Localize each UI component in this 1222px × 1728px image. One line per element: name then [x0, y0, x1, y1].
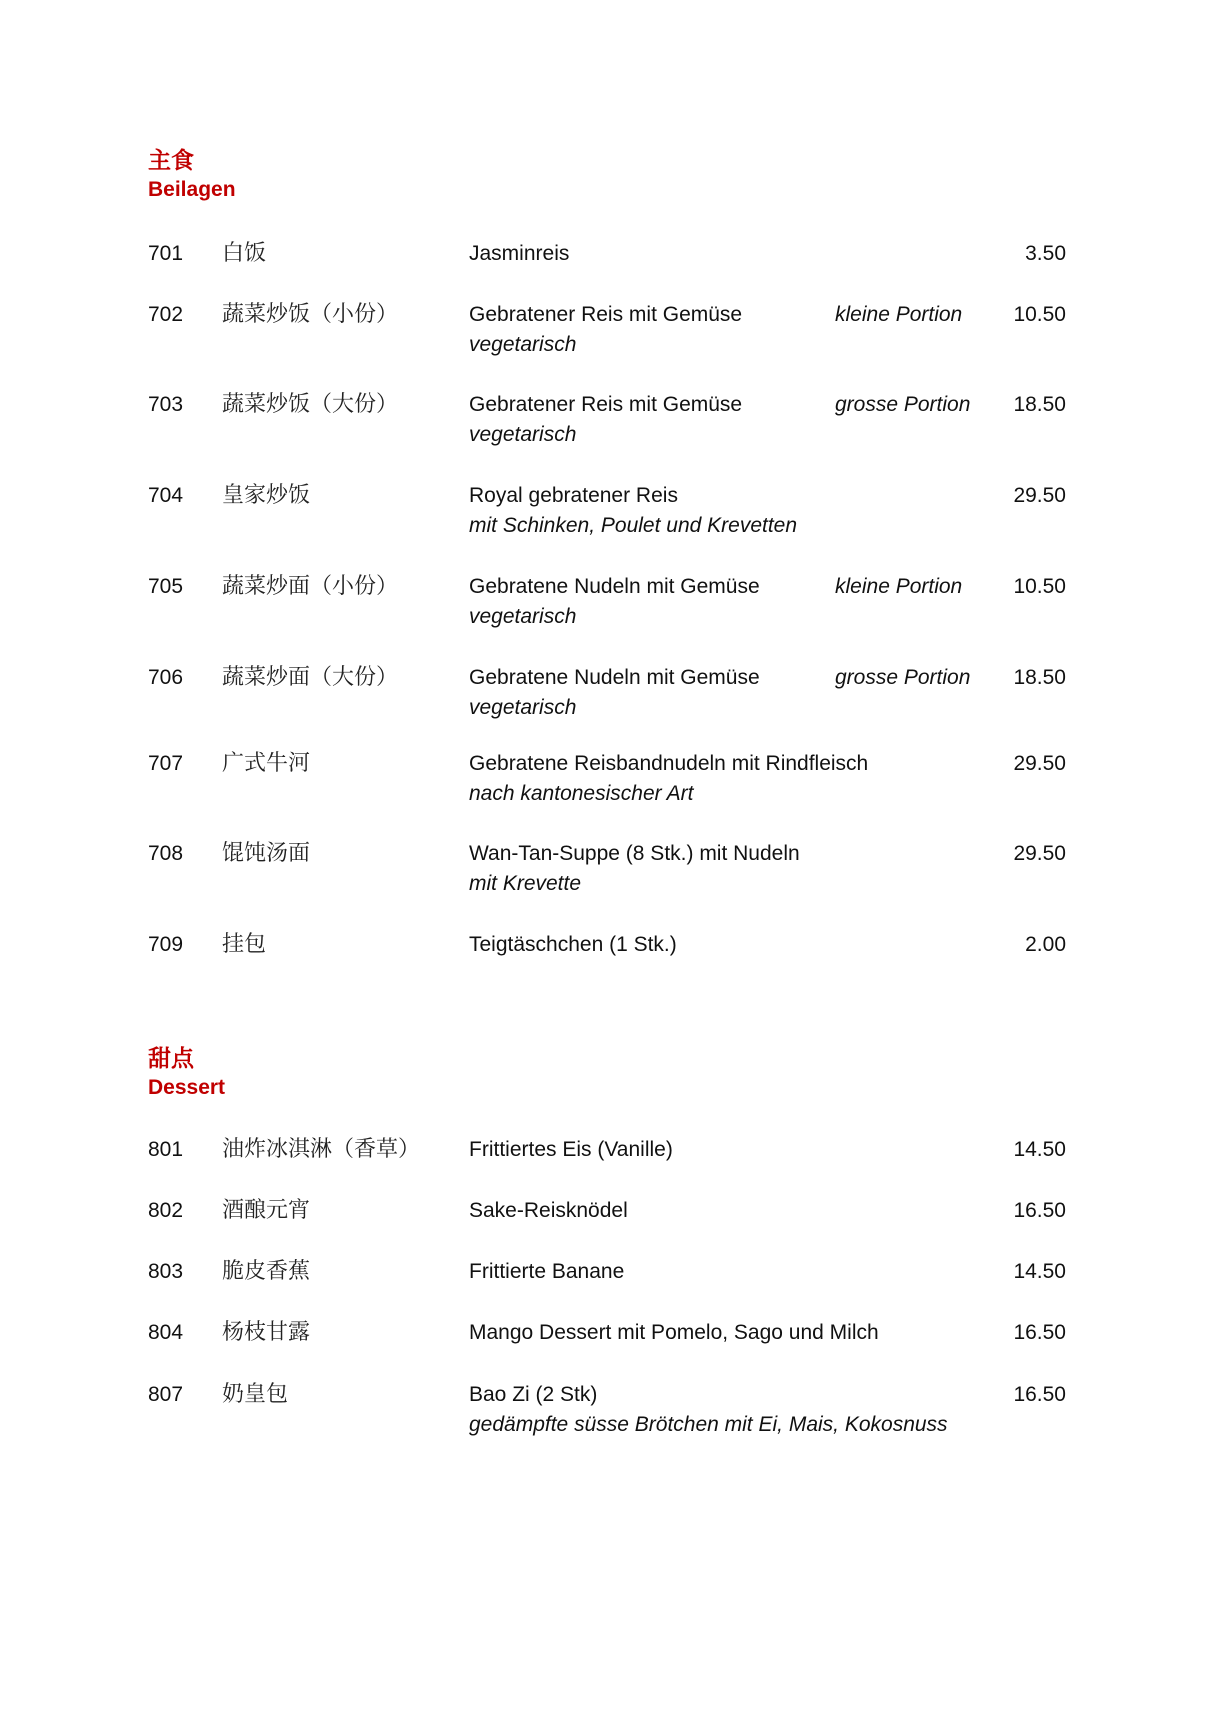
item-code: 708	[148, 842, 184, 865]
item-name-cn: 杨枝甘露	[222, 1320, 311, 1345]
item-name-cn: 蔬菜炒饭（大份）	[222, 392, 399, 417]
item-name-de: Jasminreis	[469, 242, 570, 265]
item-portion: kleine Portion	[835, 303, 963, 326]
item-price: 18.50	[1013, 666, 1066, 689]
section-heading	[148, 1044, 225, 1102]
item-price: 14.50	[1013, 1138, 1066, 1161]
menu-item	[0, 572, 1222, 632]
item-description: mit Schinken, Poulet und Krevetten	[469, 514, 798, 537]
item-name-cn: 蔬菜炒面（大份）	[222, 665, 399, 690]
item-code: 706	[148, 666, 184, 689]
menu-item	[0, 1196, 1222, 1256]
item-name-de: Bao Zi (2 Stk)	[469, 1383, 598, 1406]
item-price: 16.50	[1013, 1383, 1066, 1406]
menu-item	[0, 930, 1222, 990]
item-description: gedämpfte süsse Brötchen mit Ei, Mais, Kokosnuss	[469, 1413, 948, 1436]
item-name-cn: 皇家炒饭	[222, 483, 311, 508]
item-portion: kleine Portion	[835, 575, 963, 598]
section-title-de: Dessert	[148, 1076, 226, 1099]
item-code: 707	[148, 752, 184, 775]
item-code: 804	[148, 1321, 184, 1344]
menu-item	[0, 481, 1222, 541]
item-code: 807	[148, 1383, 184, 1406]
item-code: 704	[148, 484, 184, 507]
item-code: 705	[148, 575, 184, 598]
item-price: 14.50	[1013, 1260, 1066, 1283]
item-name-cn: 奶皇包	[222, 1382, 289, 1407]
section-heading	[148, 146, 236, 204]
item-description: vegetarisch	[469, 605, 577, 628]
item-name-de: Mango Dessert mit Pomelo, Sago und Milch	[469, 1321, 879, 1344]
menu-item	[0, 1380, 1222, 1440]
item-code: 701	[148, 242, 184, 265]
item-name-de: Wan-Tan-Suppe (8 Stk.) mit Nudeln	[469, 842, 800, 865]
item-name-cn: 馄饨汤面	[222, 841, 311, 866]
item-code: 802	[148, 1199, 184, 1222]
menu-item	[0, 300, 1222, 360]
item-price: 16.50	[1013, 1199, 1066, 1222]
item-name-cn: 油炸冰淇淋（香草）	[222, 1137, 421, 1162]
item-name-de: Gebratene Reisbandnudeln mit Rindfleisch	[469, 752, 869, 775]
item-description: vegetarisch	[469, 333, 577, 356]
item-name-cn: 蔬菜炒饭（小份）	[222, 302, 399, 327]
item-price: 16.50	[1013, 1321, 1066, 1344]
menu-item	[0, 1135, 1222, 1195]
item-name-de: Sake-Reisknödel	[469, 1199, 628, 1222]
item-code: 801	[148, 1138, 184, 1161]
item-name-cn: 白饭	[222, 241, 267, 266]
section-title-cn: 主食	[148, 148, 194, 174]
item-price: 29.50	[1013, 842, 1066, 865]
menu-item	[0, 839, 1222, 899]
item-code: 709	[148, 933, 184, 956]
item-price: 29.50	[1013, 752, 1066, 775]
item-name-cn: 挂包	[222, 932, 267, 957]
item-code: 702	[148, 303, 184, 326]
item-price: 29.50	[1013, 484, 1066, 507]
item-code: 703	[148, 393, 184, 416]
item-description: vegetarisch	[469, 423, 577, 446]
item-name-de: Frittiertes Eis (Vanille)	[469, 1138, 673, 1161]
menu-item	[0, 390, 1222, 450]
item-description: nach kantonesischer Art	[469, 782, 694, 805]
item-price: 18.50	[1013, 393, 1066, 416]
item-code: 803	[148, 1260, 184, 1283]
item-name-de: Gebratene Nudeln mit Gemüse	[469, 666, 760, 689]
menu-item	[0, 749, 1222, 809]
item-portion: grosse Portion	[835, 666, 971, 689]
item-description: vegetarisch	[469, 696, 577, 719]
menu-item	[0, 239, 1222, 299]
item-name-cn: 酒酿元宵	[222, 1198, 311, 1223]
item-name-cn: 广式牛河	[222, 751, 311, 776]
item-name-de: Frittierte Banane	[469, 1260, 625, 1283]
item-name-de: Gebratene Nudeln mit Gemüse	[469, 575, 760, 598]
item-name-cn: 脆皮香蕉	[222, 1259, 311, 1284]
item-name-de: Gebratener Reis mit Gemüse	[469, 393, 743, 416]
item-price: 10.50	[1013, 575, 1066, 598]
item-price: 10.50	[1013, 303, 1066, 326]
item-name-de: Teigtäschchen (1 Stk.)	[469, 933, 677, 956]
menu-item	[0, 1318, 1222, 1378]
item-description: mit Krevette	[469, 872, 582, 895]
item-portion: grosse Portion	[835, 393, 971, 416]
item-name-de: Gebratener Reis mit Gemüse	[469, 303, 743, 326]
item-name-de: Royal gebratener Reis	[469, 484, 678, 507]
section-title-cn: 甜点	[148, 1046, 194, 1072]
item-price: 3.50	[1025, 242, 1066, 265]
menu-item	[0, 663, 1222, 723]
menu-item	[0, 1257, 1222, 1317]
section-title-de: Beilagen	[148, 178, 236, 201]
item-name-cn: 蔬菜炒面（小份）	[222, 574, 399, 599]
item-price: 2.00	[1025, 933, 1066, 956]
